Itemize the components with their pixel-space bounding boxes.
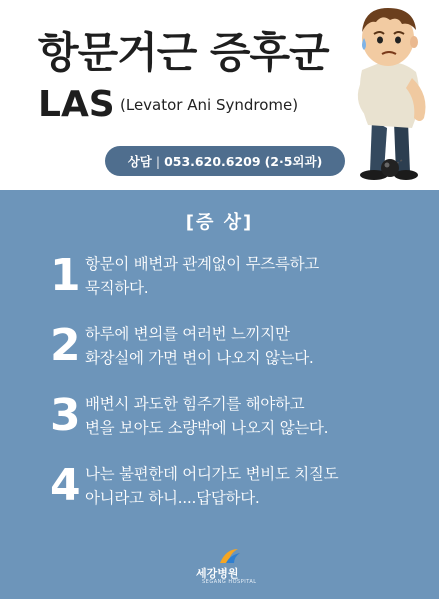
symptom-text-line: 변을 보아도 소량밖에 나오지 않는다. bbox=[85, 419, 329, 437]
symptom-text-line: 배변시 과도한 힘주기를 해야하고 bbox=[85, 395, 305, 413]
symptom-text-line: 묵직하다. bbox=[85, 279, 149, 297]
page-title: 항문거근 증후군 bbox=[38, 28, 329, 77]
contact-phone[interactable]: 053.620.6209 bbox=[164, 153, 261, 169]
hospital-logo-icon bbox=[216, 547, 242, 565]
header bbox=[0, 0, 439, 190]
title-abbreviation: LAS bbox=[38, 84, 115, 125]
symptom-number: 1 bbox=[50, 250, 81, 301]
worried-man-icon bbox=[332, 0, 439, 190]
contact-label: 상담 bbox=[127, 154, 152, 169]
symptom-number: 3 bbox=[50, 390, 81, 441]
symptom-text-line: 화장실에 가면 변이 나오지 않는다. bbox=[85, 349, 314, 367]
symptom-text-line: 아니라고 하니....답답하다. bbox=[85, 489, 260, 507]
contact-pill[interactable] bbox=[105, 146, 345, 176]
symptom-number: 4 bbox=[50, 460, 81, 511]
symptom-text-line: 나는 불편한데 어디가도 변비도 치질도 bbox=[85, 465, 339, 483]
symptom-number: 2 bbox=[50, 320, 81, 371]
hospital-name-en: SEGANG HOSPITAL bbox=[202, 579, 257, 585]
symptom-text-line: 항문이 배변과 관계없이 무즈륵하고 bbox=[85, 255, 319, 273]
symptom-text-line: 하루에 변의를 여러번 느끼지만 bbox=[85, 325, 290, 343]
contact-department: (2·5외과) bbox=[264, 154, 323, 169]
title-english: (Levator Ani Syndrome) bbox=[120, 96, 299, 114]
contact-separator: | bbox=[155, 153, 161, 169]
hospital-logo[interactable] bbox=[190, 547, 270, 587]
section-title: [증 상] bbox=[185, 212, 254, 233]
hospital-name: 세강병원 bbox=[196, 567, 239, 580]
